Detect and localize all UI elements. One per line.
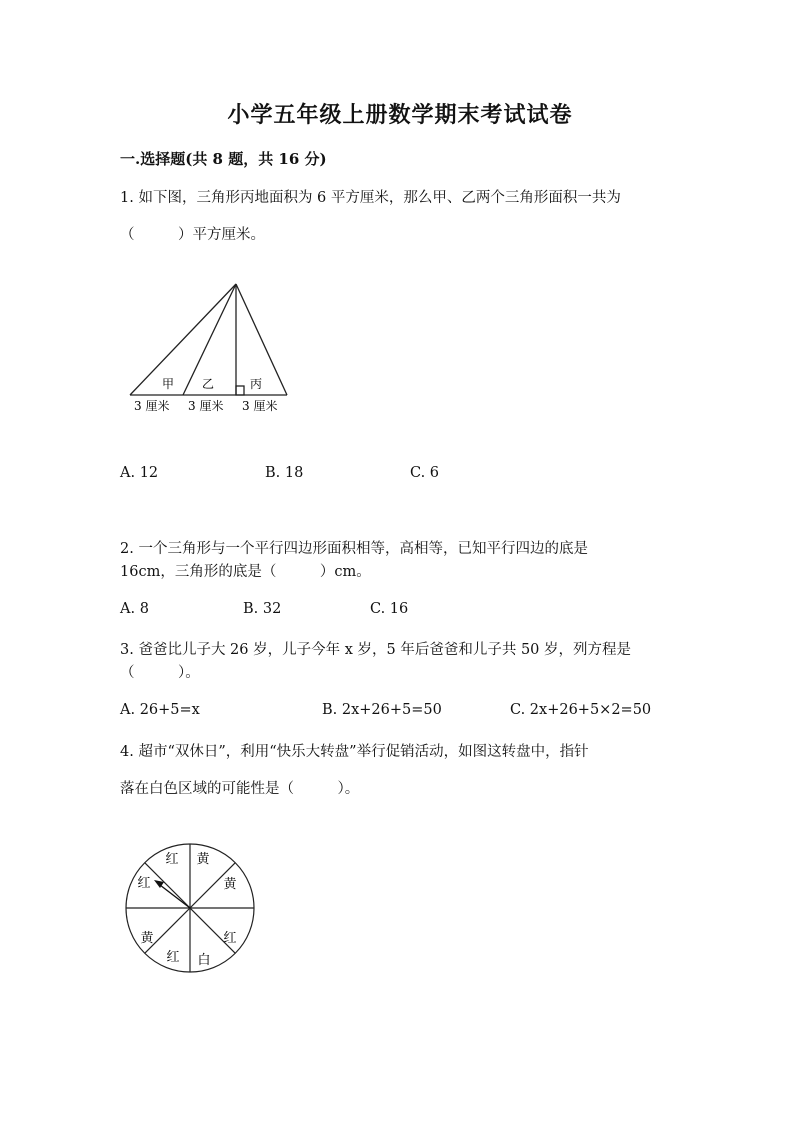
question-1-option-a: A. 12 — [120, 465, 159, 481]
section-heading: 一.选择题(共 8 题，共 16 分) — [120, 150, 327, 168]
question-3-option-a: A. 26+5=x — [120, 702, 200, 718]
question-4-line-2: 落在白色区域的可能性是（ ）。 — [120, 781, 360, 797]
question-3-option-c: C. 2x+26+5×2=50 — [510, 702, 652, 718]
question-1-line-2: （ ）平方厘米。 — [120, 227, 265, 243]
question-2-option-c: C. 16 — [370, 601, 409, 617]
sector-label: 红 — [137, 876, 151, 891]
base-length-3: 3 厘米 — [242, 399, 278, 413]
triangle-label-jia: 甲 — [162, 377, 175, 391]
question-3-line-2: （ ）。 — [120, 665, 200, 681]
question-2-option-a: A. 8 — [120, 601, 149, 617]
question-1-line-1: 1. 如下图，三角形丙地面积为 6 平方厘米，那么甲、乙两个三角形面积一共为 — [120, 190, 621, 206]
question-1-option-b: B. 18 — [265, 465, 304, 481]
question-4-line-1: 4. 超市“双休日”，利用“快乐大转盘”举行促销活动，如图这转盘中，指针 — [120, 744, 589, 760]
question-3-line-1: 3. 爸爸比儿子大 26 岁，儿子今年 x 岁，5 年后爸爸和儿子共 50 岁，列方程是 — [120, 642, 632, 658]
sector-label: 白 — [197, 953, 211, 968]
sector-label: 黄 — [196, 852, 210, 867]
triangle-label-bing: 丙 — [250, 377, 263, 391]
question-1-option-c: C. 6 — [410, 465, 440, 481]
triangle-left-edge — [130, 284, 236, 395]
sector-label: 红 — [165, 852, 179, 867]
spinner-figure — [122, 840, 258, 976]
right-angle-mark — [236, 386, 244, 395]
sector-label: 红 — [223, 931, 237, 946]
question-3-option-b: B. 2x+26+5=50 — [322, 702, 442, 718]
triangle-label-yi: 乙 — [202, 377, 215, 391]
question-2-option-b: B. 32 — [243, 601, 282, 617]
base-length-2: 3 厘米 — [188, 399, 224, 413]
base-length-1: 3 厘米 — [134, 399, 170, 413]
question-2-line-2: 16cm，三角形的底是（ ）cm。 — [120, 564, 371, 580]
triangle-figure — [120, 278, 300, 418]
question-2-line-1: 2. 一个三角形与一个平行四边形面积相等，高相等，已知平行四边的底是 — [120, 541, 588, 557]
page-title: 小学五年级上册数学期末考试试卷 — [227, 102, 573, 128]
sector-label: 黄 — [223, 877, 237, 892]
spinner-pointer — [160, 885, 190, 908]
sector-label: 黄 — [140, 931, 154, 946]
sector-label: 红 — [166, 950, 180, 965]
